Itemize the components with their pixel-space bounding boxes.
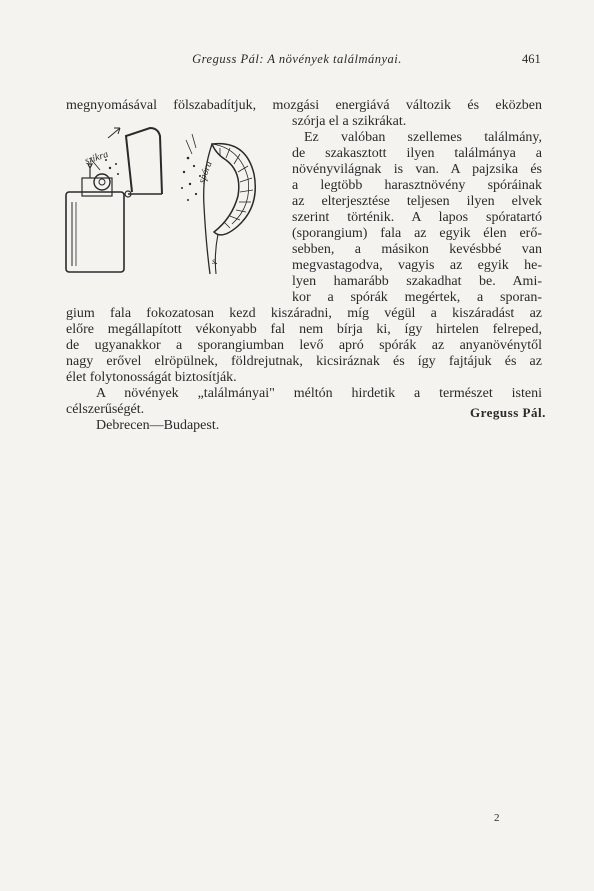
text-line: Ez valóban szellemes találmány, [304, 130, 542, 145]
text-line: megvastagodva, vagyis az egyik he- [292, 258, 542, 273]
text-line: élet folytonosságát biztosítják. [66, 370, 237, 385]
running-header-title: Greguss Pál: A növények találmányai. [192, 52, 402, 66]
text-line: szerint történik. A lapos spóratartó [292, 210, 542, 225]
lighter-body [66, 192, 124, 272]
lighter-sporangium-figure [62, 114, 262, 290]
page-number: 461 [522, 52, 541, 66]
text-line: a legtöbb harasztnövény spóráinak [292, 178, 542, 193]
sheet-number: 2 [494, 812, 500, 824]
text-line: kor a spórák megértek, a sporan- [292, 290, 542, 305]
text-line: Debrecen—Budapest. [96, 418, 220, 433]
text-line: sebben, a másikon kevésbbé van [292, 242, 542, 257]
text-line: de ugyanakkor a sporangiumban levő apró spórák az anyanövénytől [66, 338, 542, 353]
text-line: (sporangium) fala az egyik élen erő- [292, 226, 542, 241]
text-line: de szakasztott ilyen találmánya a [292, 146, 542, 161]
lighter-lid [126, 128, 162, 194]
text-line: gium fala fokozatosan kezd kiszáradni, míg végül a kiszáradást az [66, 306, 542, 321]
text-line: lyen hamarább szakadhat be. Ami- [292, 274, 542, 289]
text-line: célszerűségét. [66, 402, 145, 417]
text-line: nagy erővel elröpülnek, földrejutnak, kicsiráznak és így fajtájuk és az [66, 354, 542, 369]
flint-wheel [94, 174, 110, 190]
text-line: megnyomásával fölszabadítjuk, mozgási energiává változik és eközben [66, 98, 542, 113]
figure-label-szikra: szikra [83, 149, 110, 167]
figure-label-s: s. [212, 256, 218, 266]
text-line: növényvilágnak is van. A pajzsika és [292, 162, 542, 177]
text-line: A növények „találmányai" méltón hirdetik a természet isteni [96, 386, 542, 401]
text-line: előre megállapított vékonyabb fal nem bírja ki, így hirtelen felreped, [66, 322, 542, 337]
author-signature: Greguss Pál. [470, 405, 546, 420]
text-line: az elterjesztése teljesen ilyen elvek [292, 194, 542, 209]
figure-label-spora: spóra [196, 159, 215, 186]
text-line: szórja el a szikrákat. [292, 114, 407, 129]
